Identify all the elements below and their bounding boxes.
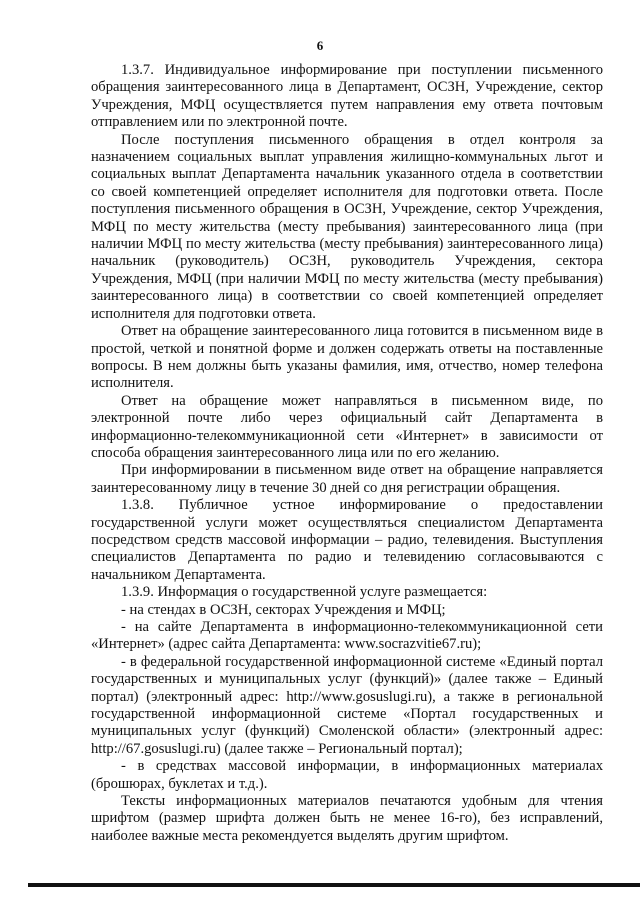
paragraph-1-3-7: 1.3.7. Индивидуальное информирование при поступлении письменного обращения заинтересованного лица в Департамент, ОСЗН, Учреждение, сектор Учреждения, МФЦ осуществляется путем направления ему ответа почтовым отправлением или по электронной почте.: [91, 62, 603, 131]
list-item-federal-portal: - в федеральной государственной информационной системе «Единый портал государственных и муниципальных услуг (функций)» (далее также – Единый портал) (электронный адрес: http://www.gosuslugi.ru), а также в региональной государственной информационной системе «Портал государственных и муниципальных услуг (функций) Смоленской области» (электронный адрес: http://67.gosuslugi.ru) (далее также – Региональный портал);: [91, 653, 603, 757]
paragraph-response-form: Ответ на обращение заинтересованного лица готовится в письменном виде в простой, четкой и понятной форме и должен содержать ответы на поставленные вопросы. В нем должны быть указаны фамилия, имя, отчество, номер телефона исполнителя.: [91, 323, 603, 392]
page-number: 6: [316, 38, 324, 53]
paragraph-after-receipt: После поступления письменного обращения в отдел контроля за назначением социальных выплат управления жилищно-коммунальных льгот и социальных выплат Департамента начальник указанного отдела в соответствии со своей компетенцией определяет исполнителя для подготовки ответа. После поступления письменного обращения в ОСЗН, Учреждение, сектор Учреждения, МФЦ по месту жительства (месту пребывания) заинтересованного лица (при наличии МФЦ по месту жительства (месту пребывания) заинтересованного лица) начальник (руководитель) ОСЗН, руководитель Учреждения, сектора Учреждения, МФЦ (при наличии МФЦ по месту жительства (месту пребывания) заинтересованного лица) в соответствии со своей компетенцией определяет исполнителя для подготовки ответа.: [91, 131, 603, 322]
paragraph-font-requirements: Тексты информационных материалов печатаются удобным для чтения шрифтом (размер шрифта должен быть не менее 16-го), без исправлений, наиболее важные места рекомендуется выделять другим шрифтом.: [91, 793, 603, 844]
bottom-rule: [28, 883, 640, 887]
document-body: [91, 62, 603, 845]
list-item-mass-media: - в средствах массовой информации, в информационных материалах (брошюрах, буклетах и т.д.).: [91, 758, 603, 792]
paragraph-1-3-8: 1.3.8. Публичное устное информирование о предоставлении государственной услуги может осуществляться специалистом Департамента посредством средств массовой информации – радио, телевидения. Выступления специалистов Департамента по радио и телевидению согласовываются с начальником Департамента.: [91, 497, 603, 583]
paragraph-response-deadline: При информировании в письменном виде ответ на обращение направляется заинтересованному лицу в течение 30 дней со дня регистрации обращения.: [91, 462, 603, 496]
list-item-stands: - на стендах в ОСЗН, секторах Учреждения и МФЦ;: [121, 601, 446, 618]
paragraph-1-3-9: 1.3.9. Информация о государственной услуге размещается:: [121, 584, 488, 601]
list-item-department-site: - на сайте Департамента в информационно-телекоммуникационной сети «Интернет» (адрес сайта Департамента: www.socrazvitie67.ru);: [91, 619, 603, 653]
paragraph-response-delivery: Ответ на обращение может направляться в письменном виде, по электронной почте либо через официальный сайт Департамента в информационно-телекоммуникационной сети «Интернет» в зависимости от способа обращения заинтересованного лица или по его желанию.: [91, 392, 603, 461]
